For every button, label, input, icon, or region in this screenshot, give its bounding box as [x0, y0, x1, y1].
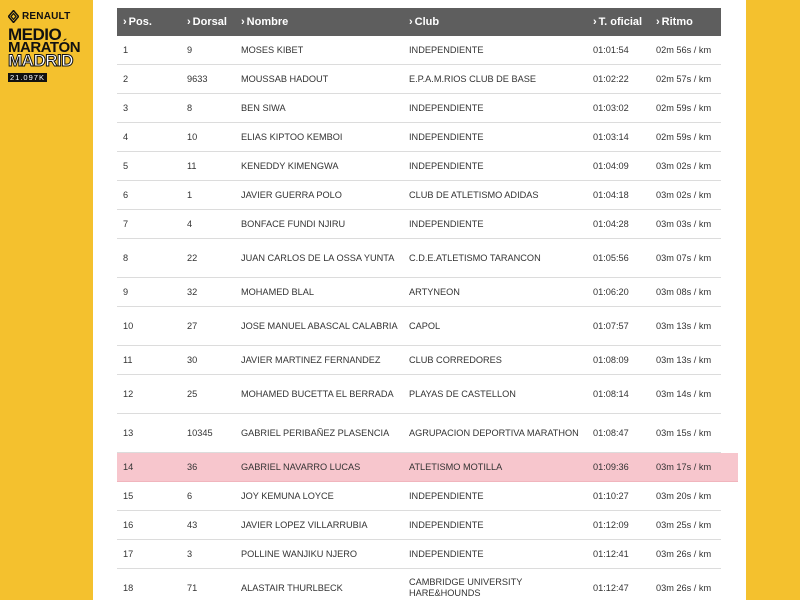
cell-dorsal: 10 [187, 131, 198, 142]
logo-brand [8, 10, 82, 23]
cell-tiempo: 01:03:02 [593, 102, 629, 113]
cell-dorsal: 71 [187, 582, 198, 593]
cell-dorsal: 43 [187, 519, 198, 530]
cell-dorsal: 9 [187, 44, 193, 55]
header-tiempo-oficial[interactable]: › T. oficial [587, 16, 650, 28]
table-row[interactable] [117, 511, 721, 540]
table-row[interactable] [117, 94, 721, 123]
cell-tiempo: 01:04:28 [593, 218, 629, 229]
cell-dorsal: 36 [187, 461, 198, 472]
table-row[interactable] [117, 181, 721, 210]
table-row[interactable] [117, 540, 721, 569]
cell-tiempo: 01:04:09 [593, 160, 629, 171]
cell-nombre: JAVIER MARTINEZ FERNANDEZ [241, 354, 381, 365]
cell-pos: 4 [123, 131, 129, 142]
cell-club: ARTYNEON [409, 286, 460, 297]
cell-club: C.D.E.ATLETISMO TARANCON [409, 252, 541, 263]
cell-club: AGRUPACION DEPORTIVA MARATHON [409, 427, 579, 438]
table-row[interactable] [117, 36, 721, 65]
cell-club: INDEPENDIENTE [409, 131, 484, 142]
cell-ritmo: 03m 08s / km [656, 286, 712, 297]
cell-tiempo: 01:12:47 [593, 582, 629, 593]
table-body [117, 36, 721, 600]
cell-tiempo: 01:08:09 [593, 354, 629, 365]
cell-pos: 11 [123, 354, 133, 365]
table-row[interactable] [117, 278, 721, 307]
cell-nombre: ELIAS KIPTOO KEMBOI [241, 131, 343, 142]
cell-nombre: JOSE MANUEL ABASCAL CALABRIA [241, 320, 398, 331]
cell-nombre: MOUSSAB HADOUT [241, 73, 329, 84]
cell-nombre: GABRIEL PERIBAÑEZ PLASENCIA [241, 427, 390, 438]
cell-dorsal: 25 [187, 388, 198, 399]
table-row[interactable] [117, 346, 721, 375]
cell-dorsal: 4 [187, 218, 193, 229]
table-row[interactable] [117, 123, 721, 152]
logo-title-line3: MADRID [8, 51, 73, 70]
cell-club: INDEPENDIENTE [409, 490, 484, 501]
cell-dorsal: 11 [187, 160, 197, 171]
table-header [117, 8, 721, 36]
cell-nombre: ALASTAIR THURLBECK [241, 582, 343, 593]
cell-club: CAPOL [409, 320, 441, 331]
cell-dorsal: 8 [187, 102, 193, 113]
cell-club: INDEPENDIENTE [409, 160, 484, 171]
cell-club: CLUB DE ATLETISMO ADIDAS [409, 189, 539, 200]
cell-pos: 3 [123, 102, 129, 113]
table-row[interactable] [117, 65, 721, 94]
cell-ritmo: 03m 17s / km [656, 461, 712, 472]
cell-dorsal: 3 [187, 548, 193, 559]
cell-club: ATLETISMO MOTILLA [409, 461, 503, 472]
cell-dorsal: 6 [187, 490, 193, 501]
brand-name: RENAULT [22, 11, 71, 22]
cell-pos: 2 [123, 73, 129, 84]
cell-club: INDEPENDIENTE [409, 519, 484, 530]
cell-pos: 14 [123, 461, 134, 472]
cell-nombre: JAVIER LOPEZ VILLARRUBIA [241, 519, 368, 530]
cell-ritmo: 03m 13s / km [656, 320, 712, 331]
cell-ritmo: 02m 59s / km [656, 102, 712, 113]
cell-ritmo: 03m 15s / km [656, 427, 712, 438]
cell-club: INDEPENDIENTE [409, 102, 484, 113]
cell-dorsal: 30 [187, 354, 198, 365]
cell-dorsal: 27 [187, 320, 198, 331]
cell-tiempo: 01:12:09 [593, 519, 629, 530]
cell-tiempo: 01:12:41 [593, 548, 629, 559]
table-row[interactable] [117, 375, 721, 414]
cell-tiempo: 01:04:18 [593, 189, 629, 200]
cell-nombre: GABRIEL NAVARRO LUCAS [241, 461, 361, 472]
cell-pos: 7 [123, 218, 129, 229]
cell-pos: 13 [123, 427, 134, 438]
table-row[interactable] [117, 482, 721, 511]
results-table [117, 8, 721, 600]
cell-club: CAMBRIDGE UNIVERSITY HARE&HOUNDS [409, 577, 523, 598]
cell-pos: 5 [123, 160, 129, 171]
table-row-highlighted[interactable] [117, 453, 738, 482]
cell-nombre: JUAN CARLOS DE LA OSSA YUNTA [241, 252, 395, 263]
cell-club: INDEPENDIENTE [409, 218, 484, 229]
cell-ritmo: 03m 02s / km [656, 189, 712, 200]
cell-nombre: KENEDDY KIMENGWA [241, 160, 339, 171]
cell-ritmo: 03m 26s / km [656, 582, 712, 593]
cell-pos: 1 [123, 44, 129, 55]
cell-pos: 15 [123, 490, 134, 501]
cell-ritmo: 03m 03s / km [656, 218, 712, 229]
cell-nombre: POLLINE WANJIKU NJERO [241, 548, 358, 559]
table-row[interactable] [117, 569, 721, 600]
cell-tiempo: 01:05:56 [593, 252, 629, 263]
cell-club: E.P.A.M.RIOS CLUB DE BASE [409, 73, 536, 84]
cell-nombre: BEN SIWA [241, 102, 286, 113]
renault-diamond-icon [8, 10, 19, 23]
cell-pos: 12 [123, 388, 134, 399]
cell-ritmo: 03m 25s / km [656, 519, 712, 530]
cell-tiempo: 01:07:57 [593, 320, 629, 331]
cell-club: PLAYAS DE CASTELLON [409, 388, 516, 399]
cell-nombre: MOHAMED BUCETTA EL BERRADA [241, 388, 394, 399]
cell-tiempo: 01:01:54 [593, 44, 629, 55]
header-pos[interactable]: › Pos. [117, 16, 181, 28]
cell-tiempo: 01:02:22 [593, 73, 629, 84]
cell-dorsal: 1 [187, 189, 193, 200]
header-nombre[interactable]: › Nombre [235, 16, 403, 28]
table-row[interactable] [117, 152, 721, 181]
header-dorsal[interactable]: › Dorsal [181, 16, 235, 28]
cell-pos: 8 [123, 252, 129, 263]
logo-distance: 21.097K [10, 73, 45, 82]
cell-ritmo: 02m 57s / km [656, 73, 712, 84]
cell-tiempo: 01:09:36 [593, 461, 629, 472]
cell-nombre: BONFACE FUNDI NJIRU [241, 218, 346, 229]
table-row[interactable] [117, 210, 721, 239]
cell-tiempo: 01:08:47 [593, 427, 629, 438]
event-logo[interactable] [8, 10, 82, 85]
cell-ritmo: 02m 56s / km [656, 44, 712, 55]
logo-title-line2: MARATÓN [8, 39, 81, 56]
table-row[interactable] [117, 239, 721, 278]
cell-club: INDEPENDIENTE [409, 548, 484, 559]
cell-club: INDEPENDIENTE [409, 44, 484, 55]
cell-pos: 17 [123, 548, 134, 559]
cell-dorsal: 32 [187, 286, 198, 297]
cell-dorsal: 10345 [187, 427, 213, 438]
table-row[interactable] [117, 414, 721, 453]
cell-nombre: JAVIER GUERRA POLO [241, 189, 342, 200]
cell-tiempo: 01:03:14 [593, 131, 629, 142]
cell-ritmo: 02m 59s / km [656, 131, 712, 142]
header-club[interactable]: › Club [403, 16, 587, 28]
cell-tiempo: 01:06:20 [593, 286, 629, 297]
cell-dorsal: 22 [187, 252, 198, 263]
cell-ritmo: 03m 26s / km [656, 548, 712, 559]
cell-nombre: JOY KEMUNA LOYCE [241, 490, 334, 501]
cell-ritmo: 03m 13s / km [656, 354, 712, 365]
header-ritmo[interactable]: › Ritmo [650, 16, 721, 28]
cell-ritmo: 03m 14s / km [656, 388, 712, 399]
table-row[interactable] [117, 307, 721, 346]
cell-pos: 9 [123, 286, 129, 297]
results-panel [93, 0, 746, 600]
cell-nombre: MOHAMED BLAL [241, 286, 315, 297]
logo-title-line1: MEDIO [8, 25, 62, 44]
cell-ritmo: 03m 20s / km [656, 490, 712, 501]
cell-dorsal: 9633 [187, 73, 208, 84]
cell-tiempo: 01:08:14 [593, 388, 629, 399]
cell-tiempo: 01:10:27 [593, 490, 629, 501]
cell-pos: 10 [123, 320, 134, 331]
cell-pos: 6 [123, 189, 129, 200]
cell-club: CLUB CORREDORES [409, 354, 502, 365]
cell-pos: 18 [123, 582, 134, 593]
cell-ritmo: 03m 07s / km [656, 252, 712, 263]
cell-ritmo: 03m 02s / km [656, 160, 712, 171]
cell-nombre: MOSES KIBET [241, 44, 304, 55]
cell-pos: 16 [123, 519, 134, 530]
